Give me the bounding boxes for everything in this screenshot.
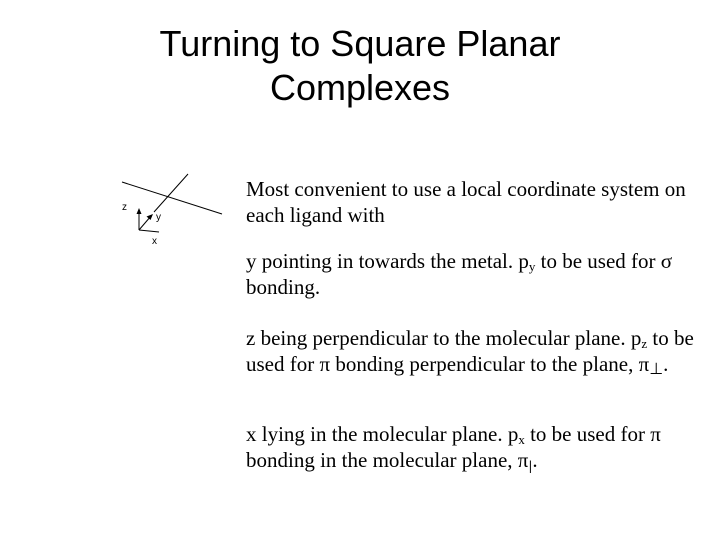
text-segment: . bbox=[532, 448, 538, 472]
text-segment: y pointing in towards the metal. p bbox=[246, 249, 529, 273]
pi-symbol: π bbox=[638, 352, 650, 376]
text-segment: bonding in the molecular plane, bbox=[246, 448, 518, 472]
bond-line bbox=[122, 182, 222, 214]
slide-title-line-2: Complexes bbox=[269, 67, 451, 108]
slide-title-line-1: Turning to Square Planar bbox=[159, 23, 561, 64]
bullet-text bbox=[246, 421, 696, 473]
parallel-subscript: | bbox=[528, 459, 533, 473]
bullet-local-coordinates bbox=[246, 176, 696, 228]
y-arrowhead bbox=[147, 214, 154, 220]
bullet-y-axis bbox=[246, 248, 696, 300]
bullet-text bbox=[246, 325, 696, 377]
pi-symbol: π bbox=[517, 448, 529, 472]
text-segment: to be used for bbox=[246, 326, 694, 376]
orbital-subscript: z bbox=[641, 336, 648, 351]
x-axis-label: x bbox=[152, 236, 157, 247]
text-segment: bonding perpendicular to the plane, bbox=[330, 352, 639, 376]
text-segment: to be used for bbox=[535, 249, 661, 273]
orbital-subscript: y bbox=[528, 259, 536, 274]
text-segment: bonding. bbox=[246, 275, 321, 299]
text-segment: . bbox=[663, 352, 669, 376]
coordinate-system-diagram bbox=[118, 168, 228, 248]
slide-title bbox=[0, 22, 720, 110]
bullet-x-axis bbox=[246, 421, 696, 473]
sigma-symbol: σ bbox=[660, 249, 673, 273]
y-axis-label: y bbox=[156, 212, 161, 223]
bullet-text bbox=[246, 248, 696, 300]
x-axis-line bbox=[139, 230, 159, 232]
text-segment: z being perpendicular to the molecular plane. p bbox=[246, 326, 642, 350]
text-segment: to be used for bbox=[524, 422, 651, 446]
pi-symbol: π bbox=[319, 352, 331, 376]
perpendicular-subscript: ⊥ bbox=[649, 359, 664, 378]
orbital-subscript: x bbox=[518, 432, 525, 447]
z-axis-label: z bbox=[122, 202, 127, 213]
ligand-axis-line bbox=[154, 174, 188, 212]
text-segment: x lying in the molecular plane. p bbox=[246, 422, 519, 446]
bullet-text: Most convenient to use a local coordinate system on each ligand with bbox=[246, 177, 686, 227]
bullet-z-axis bbox=[246, 325, 696, 377]
z-arrowhead bbox=[137, 208, 142, 214]
pi-symbol: π bbox=[650, 422, 661, 446]
